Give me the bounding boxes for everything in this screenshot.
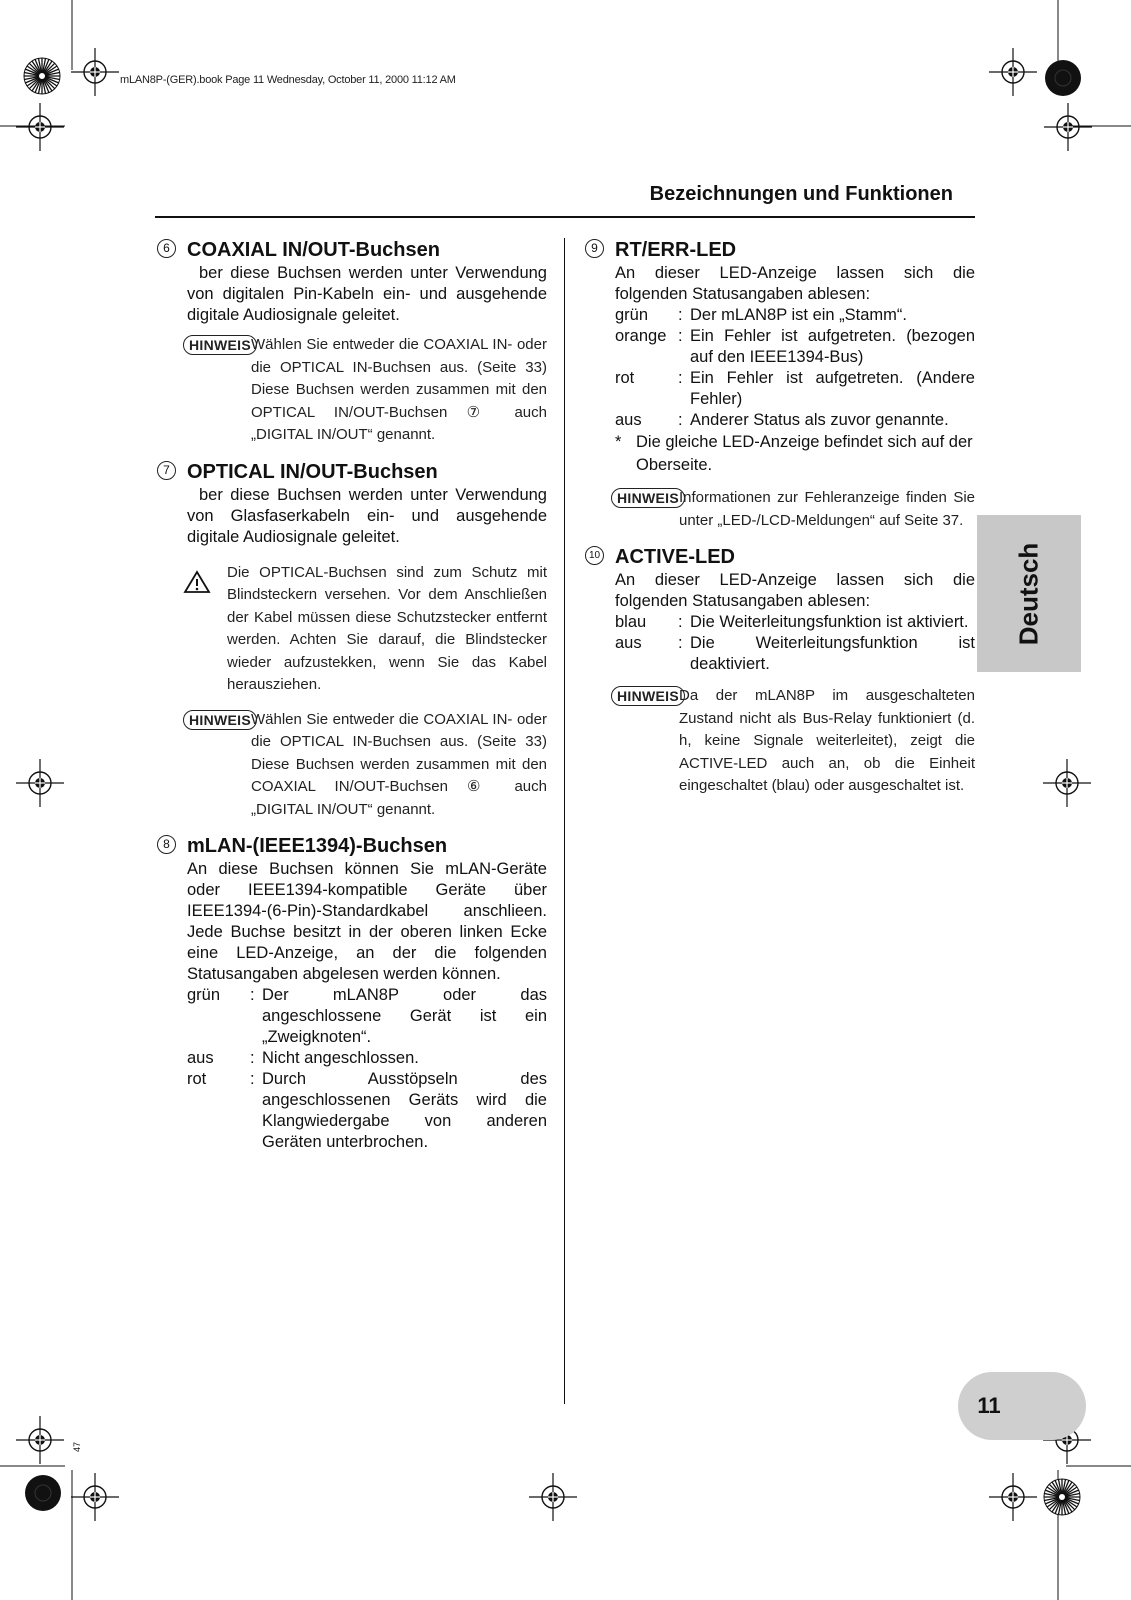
status-table [615, 305, 975, 431]
status-term: grün [187, 986, 221, 1004]
footnote-mark: * [615, 433, 622, 451]
section-active-led [583, 544, 975, 675]
file-slug: mLAN8P-(GER).book Page 11 Wednesday, October 11, 2000 11:12 AM [120, 74, 456, 86]
status-text: Der mLAN8P oder das angeschlossene Gerät ist ein „Zweigknoten“. [262, 986, 547, 1046]
section-number: 7 [157, 461, 176, 480]
note-text: Wählen Sie entweder die COAXIAL IN- oder die OPTICAL IN-Buchsen aus. (Seite 33) Diese Buchsen werden zusammen mit den COAXIAL IN/OUT-Buchsen ⑥ auch „DIGITAL IN/OUT“ genannt. [251, 710, 547, 818]
right-column [583, 237, 975, 798]
section-title: mLAN-(IEEE1394)-Buchsen [187, 835, 448, 857]
left-column [155, 237, 547, 1153]
section-number: 10 [585, 546, 604, 565]
section-number: 9 [585, 239, 604, 258]
hinweis-badge: HINWEIS [183, 335, 257, 355]
status-text: Die Weiterleitungsfunktion ist aktiviert. [690, 613, 969, 631]
language-tab-label: Deutsch [1013, 542, 1044, 646]
status-row [187, 1048, 547, 1069]
section-body: An diese Buchsen können Sie mLAN-Geräte oder IEEE1394-kompatible Geräte über IEEE1394-(6-Pin)-Standardkabel anschlieen. Jede Buchse besitzt in der oberen linken Ecke eine LED-Anzeige, an der die folgenden Statusangaben abgelesen werden können. [187, 860, 547, 983]
status-term: aus [187, 1049, 214, 1067]
section-title: RT/ERR-LED [615, 239, 737, 261]
status-text: Ein Fehler ist aufgetreten. (Andere Fehler) [690, 369, 975, 408]
section-body: ber diese Buchsen werden unter Verwendung von digitalen Pin-Kabeln ein- und ausgehende digitale Audiosignale geleitet. [187, 264, 547, 324]
status-row [615, 633, 975, 675]
side-code: 47 [72, 1441, 83, 1453]
note-text: Wählen Sie entweder die COAXIAL IN- oder die OPTICAL IN-Buchsen aus. (Seite 33) Diese Buchsen werden zusammen mit den OPTICAL IN/OUT-Buchsen ⑦ auch „DIGITAL IN/OUT“ genannt. [251, 336, 547, 443]
footnote-text: Die gleiche LED-Anzeige befindet sich auf der Oberseite. [636, 433, 973, 474]
hinweis-note [583, 487, 975, 532]
caution-note [155, 562, 547, 697]
status-row [187, 985, 547, 1048]
section-optical [155, 459, 547, 548]
status-term: grün [615, 306, 649, 324]
status-term: aus [615, 634, 642, 652]
section-body: ber diese Buchsen werden unter Verwendung von Glasfaserkabeln ein- und ausgehende digitale Audiosignale geleitet. [187, 485, 547, 546]
status-text: Nicht angeschlossen. [262, 1049, 419, 1067]
status-colon: : [678, 634, 683, 652]
section-body: An dieser LED-Anzeige lassen sich die folgenden Statusangaben ablesen: [615, 264, 975, 303]
status-colon: : [678, 613, 683, 631]
status-row [615, 326, 975, 368]
section-title: COAXIAL IN/OUT-Buchsen [187, 239, 440, 261]
status-term: blau [615, 613, 647, 631]
hinweis-note [155, 334, 547, 447]
running-head: Bezeichnungen und Funktionen [649, 183, 953, 205]
status-table [187, 985, 547, 1153]
section-title: ACTIVE-LED [615, 546, 735, 568]
status-text: Durch Ausstöpseln des angeschlossenen Geräts wird die Klangwiedergabe von anderen Geräten unterbrochen. [262, 1070, 547, 1151]
section-coaxial [155, 237, 547, 326]
section-mlan [155, 833, 547, 1153]
status-text: Der mLAN8P ist ein „Stamm“. [690, 306, 907, 324]
status-text: Ein Fehler ist aufgetreten. (bezogen auf den IEEE1394-Bus) [690, 327, 975, 366]
status-colon: : [678, 411, 683, 429]
status-term: orange [615, 327, 667, 345]
status-row [615, 368, 975, 410]
page-number: 11 [977, 1393, 1001, 1418]
hinweis-note [583, 685, 975, 798]
status-colon: : [678, 369, 683, 387]
status-row [187, 1069, 547, 1153]
section-title: OPTICAL IN/OUT-Buchsen [187, 460, 438, 483]
status-term: rot [187, 1070, 207, 1088]
section-number: 8 [157, 835, 176, 854]
status-row [615, 410, 975, 431]
status-colon: : [678, 327, 683, 345]
status-table [615, 612, 975, 675]
footnote [615, 431, 975, 477]
hinweis-note [155, 709, 547, 822]
header-rule [155, 216, 975, 218]
hinweis-badge: HINWEIS [611, 488, 685, 508]
hinweis-badge: HINWEIS [183, 710, 257, 730]
section-number: 6 [157, 239, 176, 258]
status-row [615, 305, 975, 326]
column-divider [564, 238, 565, 1404]
note-text: Da der mLAN8P im ausgeschalteten Zustand nicht als Bus-Relay funktioniert (d. h, keine Signale weiterleitet), zeigt die ACTIVE-LED auch an, ob die Einheit eingeschaltet (blau) oder ausgeschaltet ist. [679, 687, 975, 794]
warning-icon [183, 570, 211, 594]
section-body: An dieser LED-Anzeige lassen sich die folgenden Statusangaben ablesen: [615, 571, 975, 610]
status-colon: : [250, 1049, 255, 1067]
hinweis-badge: HINWEIS [611, 686, 685, 706]
status-colon: : [678, 306, 683, 324]
caution-text: Die OPTICAL-Buchsen sind zum Schutz mit Blindsteckern versehen. Vor dem Anschließen der Kabel müssen diese Schutzstecker entfernt werden. Achten Sie darauf, die Blindstecker wieder aufzustekken, wenn Sie das Kabel herausziehen. [227, 563, 547, 693]
note-text: Informationen zur Fehleranzeige finden Sie unter „LED-/LCD-Meldungen“ auf Seite 37. [679, 489, 975, 529]
status-row [615, 612, 975, 633]
status-colon: : [250, 986, 255, 1004]
status-term: aus [615, 411, 642, 429]
status-colon: : [250, 1070, 255, 1088]
status-term: rot [615, 369, 635, 387]
status-text: Die Weiterleitungsfunktion ist deaktiviert. [690, 634, 975, 673]
status-text: Anderer Status als zuvor genannte. [690, 411, 949, 429]
section-rt-err-led [583, 237, 975, 477]
